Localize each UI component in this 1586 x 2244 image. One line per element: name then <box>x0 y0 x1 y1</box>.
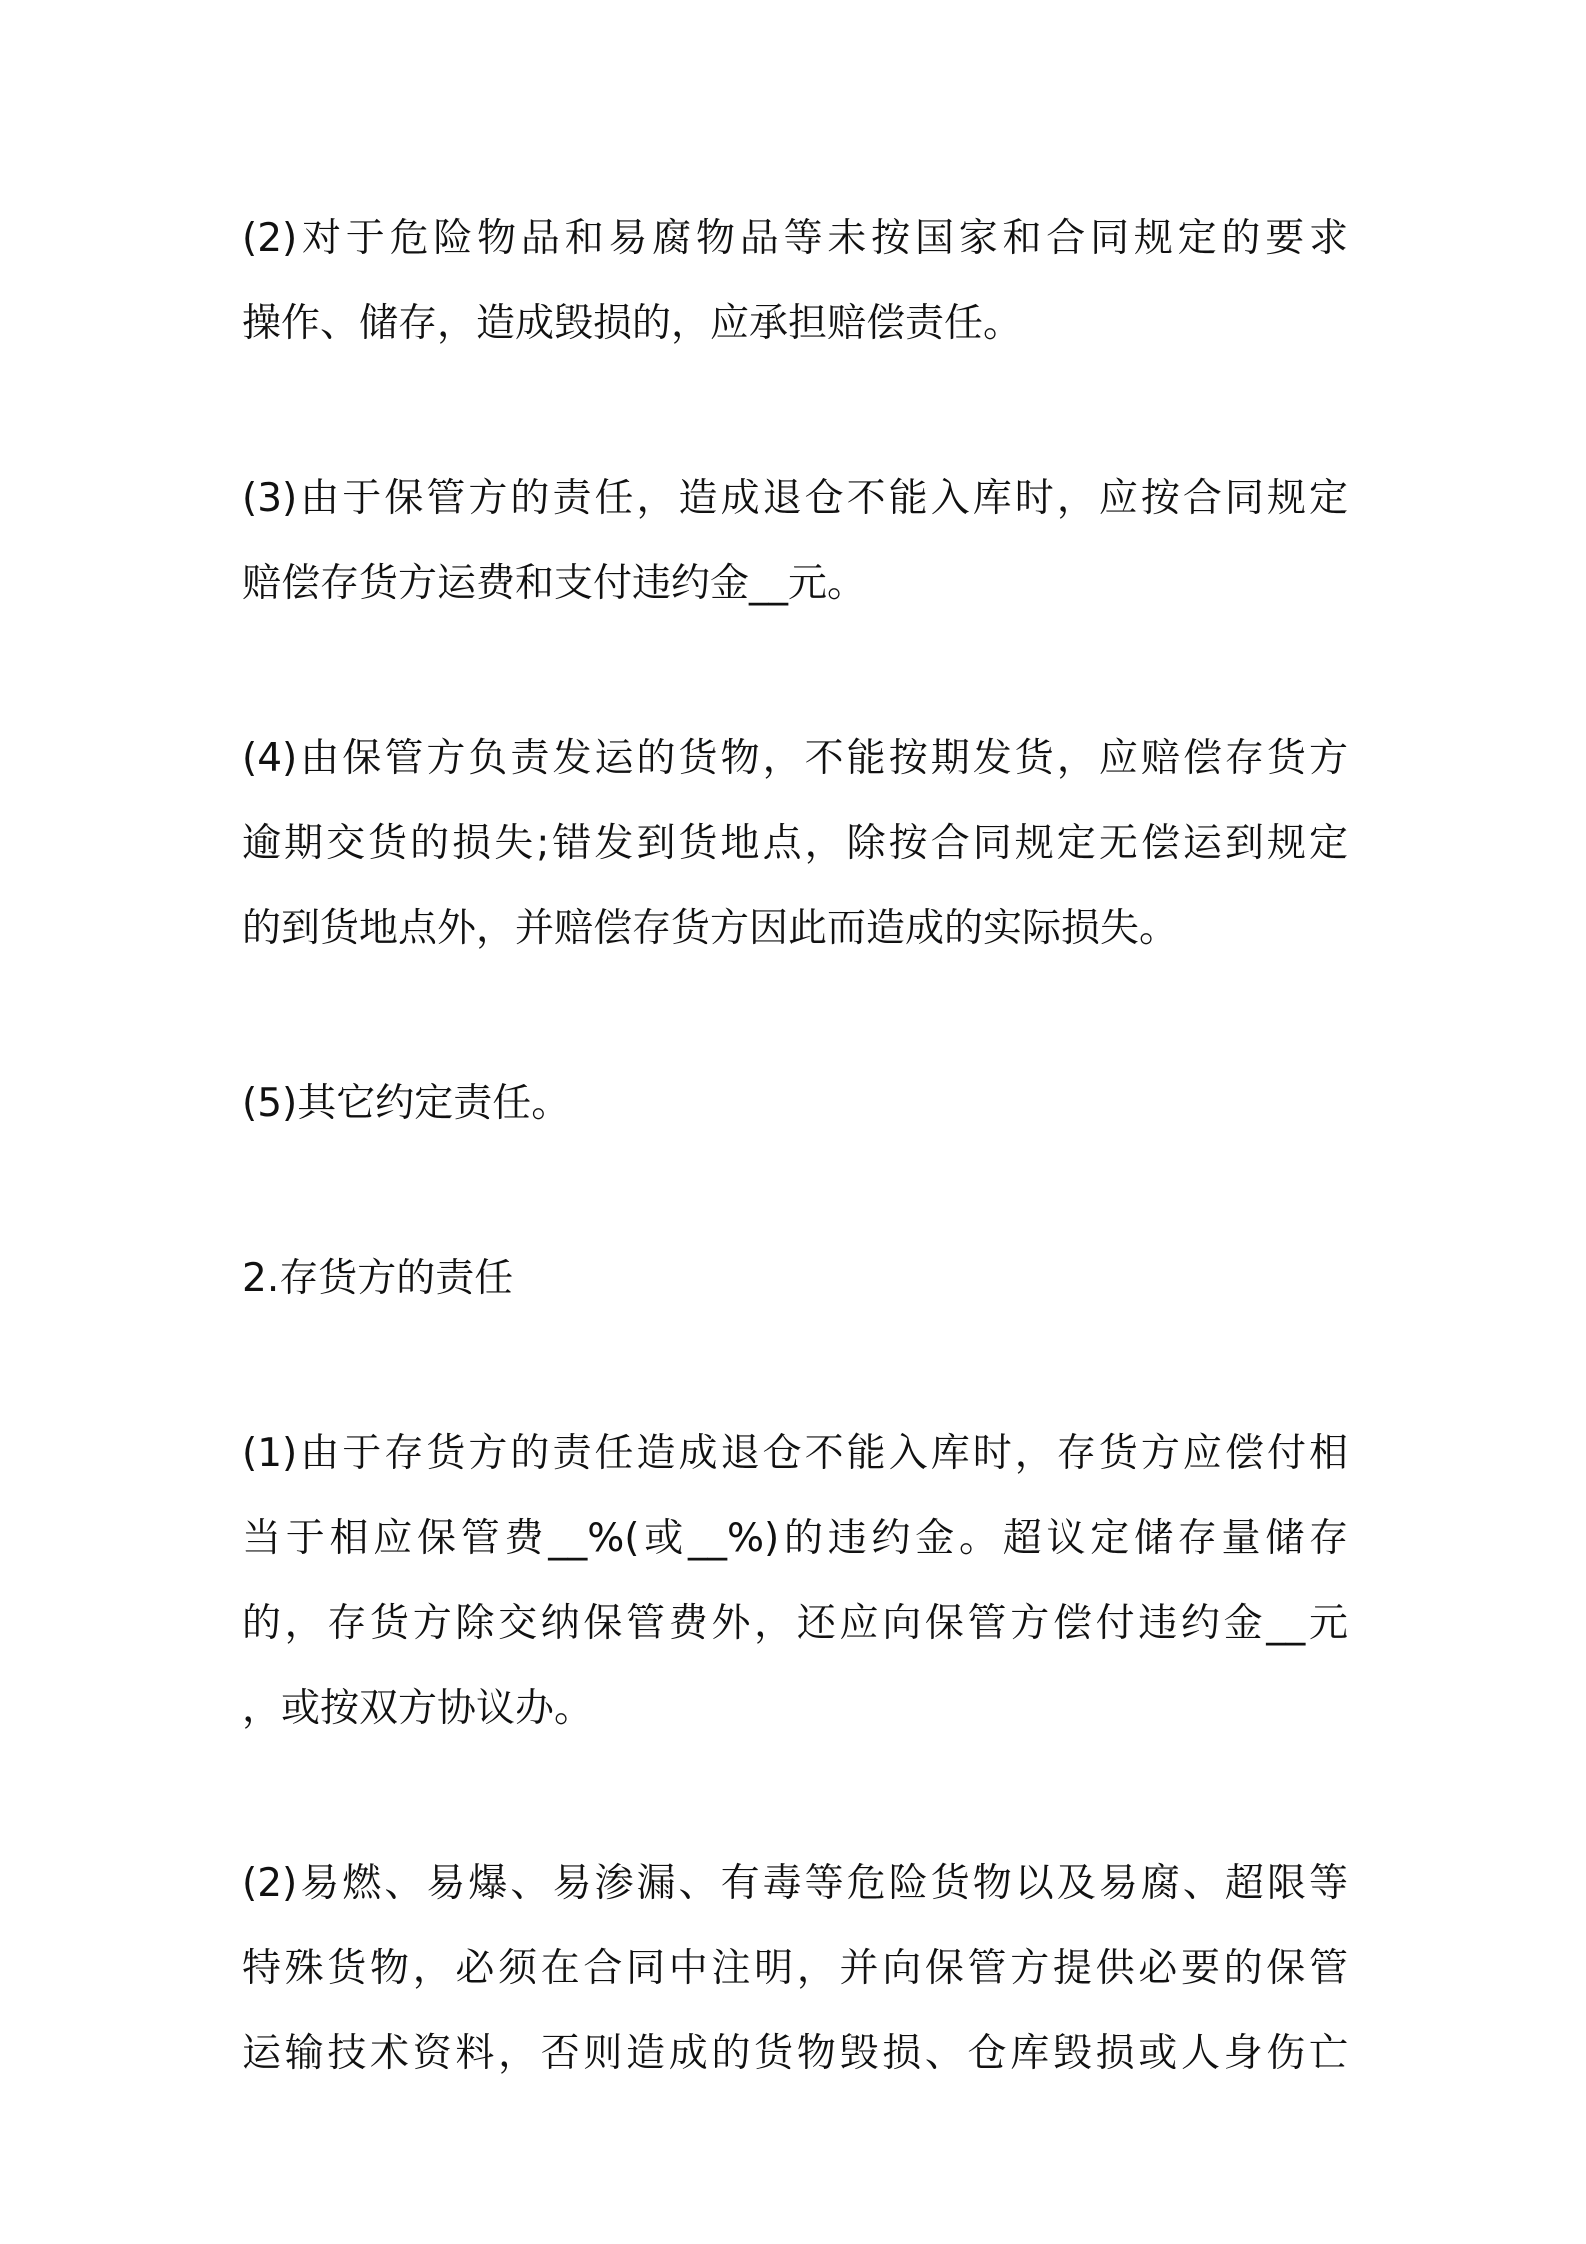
text-line: 当于相应保管费__%(或__%)的违约金。超议定储存量储存 <box>242 1516 1348 1561</box>
section-heading-depositor <box>242 1236 1348 1321</box>
text-line: 特殊货物，必须在合同中注明，并向保管方提供必要的保管 <box>242 1946 1348 1991</box>
paragraph-keeper-4 <box>242 716 1348 971</box>
paragraph-depositor-1 <box>242 1411 1348 1751</box>
text-line: (2)对于危险物品和易腐物品等未按国家和合同规定的要求 <box>242 216 1348 261</box>
text-line: (3)由于保管方的责任，造成退仓不能入库时，应按合同规定 <box>242 476 1348 521</box>
text-line: 的，存货方除交纳保管费外，还应向保管方偿付违约金__元 <box>242 1601 1348 1646</box>
text-line: 逾期交货的损失;错发到货地点，除按合同规定无偿运到规定 <box>242 821 1348 866</box>
paragraph-keeper-2 <box>242 196 1348 366</box>
text-line: (1)由于存货方的责任造成退仓不能入库时，存货方应偿付相 <box>242 1431 1348 1476</box>
text-line: (2)易燃、易爆、易渗漏、有毒等危险货物以及易腐、超限等 <box>242 1861 1348 1906</box>
paragraph-depositor-2 <box>242 1841 1348 2096</box>
text-line: 的到货地点外，并赔偿存货方因此而造成的实际损失。 <box>242 906 1179 951</box>
text-line: 操作、储存，造成毁损的，应承担赔偿责任。 <box>242 301 1023 346</box>
paragraph-keeper-3 <box>242 456 1348 626</box>
document-body <box>242 196 1348 2186</box>
text-line: (4)由保管方负责发运的货物，不能按期发货，应赔偿存货方 <box>242 736 1348 781</box>
paragraph-keeper-5 <box>242 1061 1348 1146</box>
text-line: 赔偿存货方运费和支付违约金__元。 <box>242 561 867 606</box>
text-line: (5)其它约定责任。 <box>242 1081 571 1126</box>
text-line: 运输技术资料，否则造成的货物毁损、仓库毁损或人身伤亡 <box>242 2031 1348 2076</box>
heading-text: 2.存货方的责任 <box>242 1256 514 1301</box>
text-line: ，或按双方协议办。 <box>242 1686 594 1731</box>
